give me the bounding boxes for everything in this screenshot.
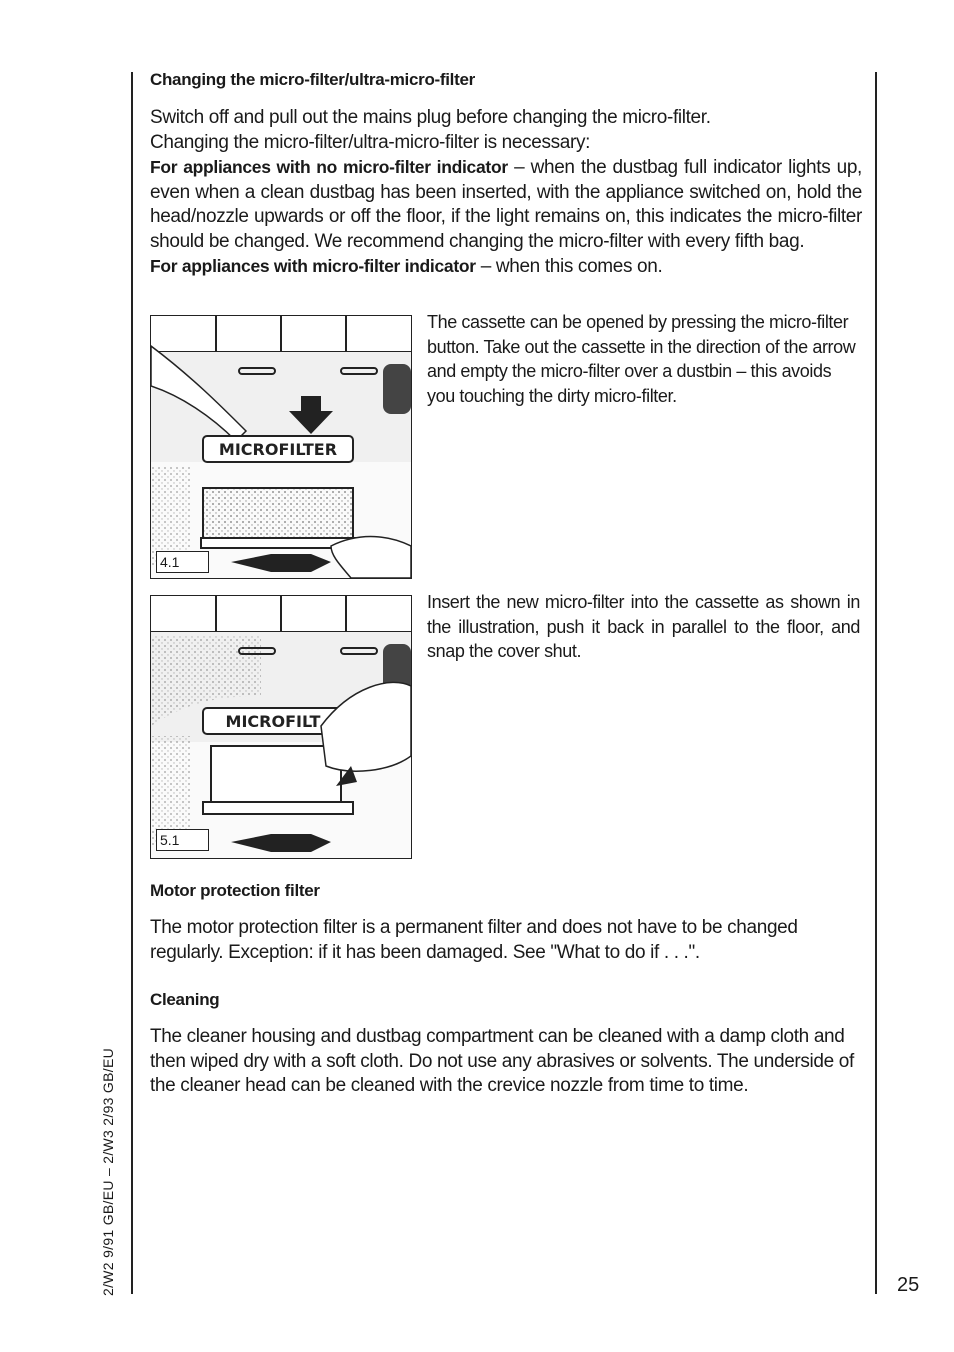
heading-cleaning: Cleaning: [150, 990, 220, 1009]
heading-motor-protection-filter: Motor protection filter: [150, 881, 320, 900]
cassette-insertion-illustration: [151, 596, 411, 858]
no-indicator-paragraph: [150, 155, 862, 254]
with-indicator-label: For appliances with micro-filter indicator: [150, 256, 476, 276]
with-indicator-text: – when this comes on.: [475, 256, 663, 277]
document-code: 2/W2 9/91 GB/EU – 2/W3 2/93 GB/EU: [100, 1047, 116, 1296]
no-indicator-text: – when the dustbag full indicator lights up, even when a clean dustbag has been inserted, with the appliance switched on, hold the head/nozzle upwards or off the floor, if the light remains on, this indicates the micro-filter should be changed. We recommend changing the micro-filter with every fifth bag.: [150, 157, 862, 252]
figure-5-1: [150, 595, 412, 859]
page-number: 25: [897, 1274, 920, 1296]
cassette-removal-illustration: [151, 316, 411, 578]
figure-5-1-panel-text: MICROFILT: [225, 712, 321, 731]
figure-4-1: [150, 315, 412, 579]
section-motor-protection: [150, 881, 862, 965]
section-cleaning: [150, 990, 862, 1099]
intro-line-2: Changing the micro-filter/ultra-micro-filter is necessary:: [150, 131, 591, 153]
no-indicator-label: For appliances with no micro-filter indicator: [150, 157, 508, 177]
figure-5-1-caption: Insert the new micro-filter into the cassette as shown in the illustration, push it back in parallel to the floor, and snap the cover shut.: [427, 592, 860, 661]
heading-changing-micro-filter: Changing the micro-filter/ultra-micro-filter: [150, 70, 475, 89]
intro-line-1: Switch off and pull out the mains plug before changing the micro-filter.: [150, 107, 711, 128]
motor-protection-text: The motor protection filter is a permanent filter and does not have to be changed regularly. Exception: if it has been damaged. See "What to do if . . .".: [150, 917, 798, 963]
right-margin-rule: [875, 72, 877, 1294]
figure-4-1-label: 4.1: [156, 551, 209, 573]
left-margin-rule: [131, 72, 133, 1294]
intro-block: [150, 106, 862, 280]
figure-4-1-panel-text: MICROFILTER: [218, 440, 338, 459]
with-indicator-paragraph: [150, 254, 862, 280]
figure-4-1-caption: The cassette can be opened by pressing the micro-filter button. Take out the cassette in the direction of the arrow and empty the micro-filter over a dustbin – this avoids you touching the dirty micro-filter.: [427, 312, 856, 406]
figure-5-1-label: 5.1: [156, 829, 209, 851]
cleaning-text: The cleaner housing and dustbag compartment can be cleaned with a damp cloth and then wiped dry with a soft cloth. Do not use any abrasives or solvents. The underside of the cleaner head can be cleaned with the crevice nozzle from time to time.: [150, 1026, 854, 1096]
